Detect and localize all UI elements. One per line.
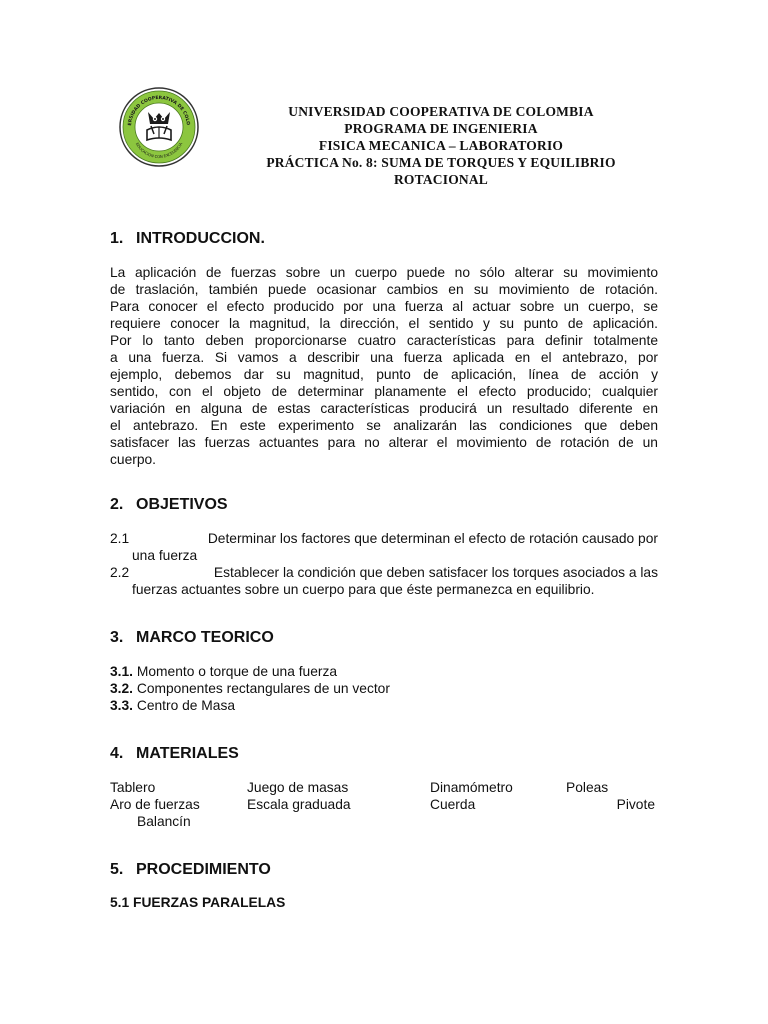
material-item: Pivote [616, 797, 655, 812]
paragraph-line: sentido, con el objeto de determinar planamente el efecto producido; cualquier [110, 384, 658, 399]
practice-title: PRÁCTICA No. 8: SUMA DE TORQUES Y EQUILIBRIO [266, 155, 616, 170]
list-item [110, 663, 390, 680]
university-seal-icon [118, 86, 200, 168]
section-title: MATERIALES [136, 745, 239, 762]
section-number: 2. [110, 496, 124, 513]
item-text-cont: fuerzas actuantes sobre un cuerpo para que éste permanezca en equilibrio. [132, 582, 595, 597]
item-number: 2.2 [110, 565, 130, 580]
section-title: PROCEDIMIENTO [136, 861, 271, 878]
item-number: 3.2. [110, 681, 134, 696]
list-item [110, 530, 658, 547]
section-title: INTRODUCCION. [136, 230, 265, 247]
section-heading-objetivos [110, 496, 228, 514]
paragraph-line: satisfacer las fuerzas actuantes para no alterar el movimiento de rotación de un [110, 435, 658, 450]
course-name: FISICA MECANICA – LABORATORIO [318, 138, 564, 153]
theory-list [110, 663, 390, 714]
subsection-heading: 5.1 FUERZAS PARALELAS [110, 895, 286, 910]
document-header [220, 103, 662, 188]
paragraph-line: el antebrazo. En este experimento se analizarán las condiciones que deben [110, 418, 658, 433]
svg-text:UNIVERSIDAD COOPERATIVA DE COL: ERSIDAD COOPERATIVA DE COLO [127, 95, 190, 126]
section-heading-materiales [110, 745, 239, 763]
section-number: 5. [110, 861, 124, 878]
material-item: Tablero [110, 780, 156, 795]
item-text: Componentes rectangulares de un vector [136, 681, 390, 696]
materials-list [110, 779, 658, 831]
section-number: 3. [110, 629, 124, 646]
objectives-list [110, 530, 658, 598]
paragraph-line: Para conocer el efecto producido por una fuerza al actuar sobre un cuerpo, se [110, 299, 658, 314]
item-number: 3.3. [110, 698, 134, 713]
item-text: Momento o torque de una fuerza [136, 664, 338, 679]
section-heading-marco [110, 629, 274, 647]
program-name: PROGRAMA DE INGENIERIA [344, 121, 538, 136]
item-number: 2.1 [110, 531, 130, 546]
paragraph-line: Por lo tanto deben proporcionarse cuatro características para definir totalmente [110, 333, 658, 348]
material-item: Cuerda [430, 797, 476, 812]
material-item: Dinamómetro [430, 780, 513, 795]
paragraph-line: a una fuerza. Si vamos a describir una fuerza aplicada en el antebrazo, por [110, 350, 658, 365]
material-item: Aro de fuerzas [110, 797, 200, 812]
material-item: Poleas [566, 780, 609, 795]
paragraph-line: cuerpo. [110, 452, 157, 467]
list-item [110, 697, 390, 714]
list-item [110, 680, 390, 697]
paragraph-line: requiere conocer la magnitud, la dirección, el sentido y su punto de aplicación. [110, 316, 658, 331]
item-text: Centro de Masa [136, 698, 236, 713]
section-heading-procedimiento [110, 861, 271, 879]
paragraph-line: ejemplo, debemos dar su magnitud, punto de aplicación, línea de acción y [110, 367, 658, 382]
material-item: Balancín [137, 814, 191, 829]
item-text: Establecer la condición que deben satisfacer los torques asociados a las [213, 565, 658, 580]
paragraph-line: La aplicación de fuerzas sobre un cuerpo puede no sólo alterar su movimiento [110, 265, 658, 280]
intro-paragraph [110, 264, 658, 468]
material-item: Juego de masas [247, 780, 349, 795]
paragraph-line: variación en alguna de estas características producirá un resultado diferente en [110, 401, 658, 416]
section-number: 4. [110, 745, 124, 762]
svg-text:EDUCACION CON EXCELENCIA: EDUCACION CON EXCELENCIA [134, 141, 184, 160]
section-title: MARCO TEORICO [136, 629, 274, 646]
paragraph-line: de traslación, también puede ocasionar cambios en su movimiento de rotación. [110, 282, 658, 297]
list-item [110, 564, 658, 581]
item-number: 3.1. [110, 664, 134, 679]
item-text: Determinar los factores que determinan el efecto de rotación causado por [207, 531, 658, 546]
university-name: UNIVERSIDAD COOPERATIVA DE COLOMBIA [288, 104, 594, 119]
university-logo [118, 86, 200, 168]
section-title: OBJETIVOS [136, 496, 228, 513]
item-text-cont: una fuerza [132, 548, 198, 563]
practice-title-cont: ROTACIONAL [393, 172, 488, 187]
section-heading-intro [110, 230, 265, 248]
section-number: 1. [110, 230, 124, 247]
material-item: Escala graduada [247, 797, 351, 812]
